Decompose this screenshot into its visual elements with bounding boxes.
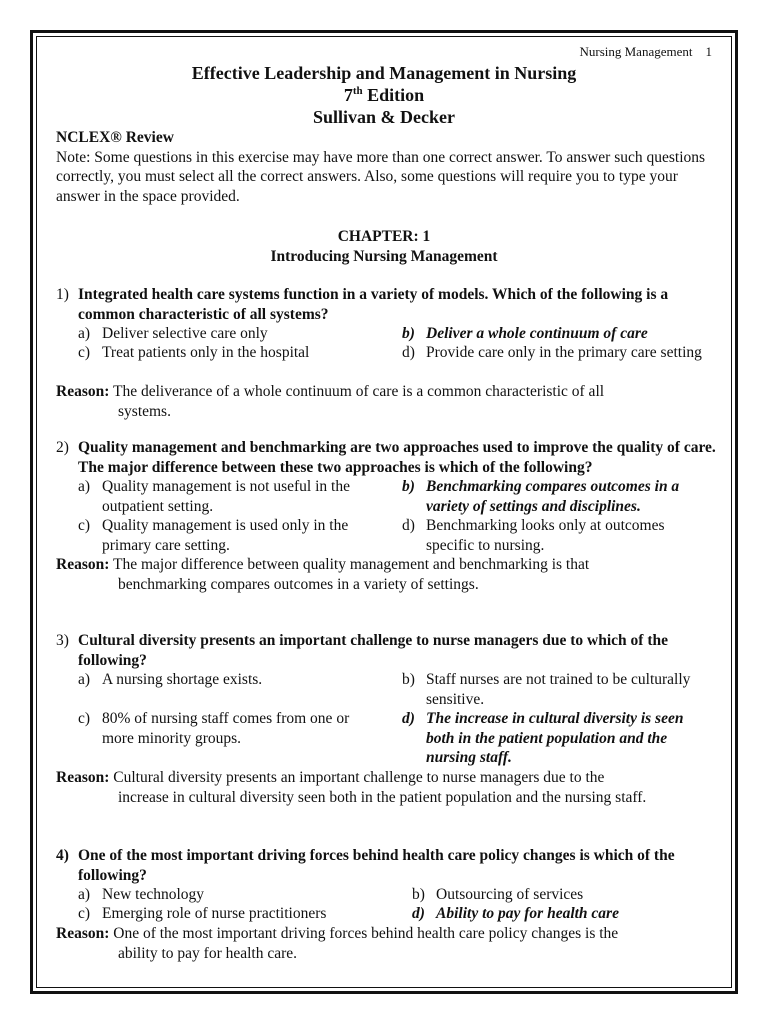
authors: Sullivan & Decker (313, 107, 455, 127)
reason (56, 555, 726, 594)
question-number: 1) (56, 286, 69, 303)
intro-section (56, 128, 716, 206)
reason-text-continued: ability to pay for health care. (118, 944, 298, 962)
question-text: Cultural diversity presents an important challenge to nurse managers due to which of the following? (78, 632, 668, 669)
reason-text-continued: systems. (118, 402, 171, 420)
nclex-label: NCLEX® Review (56, 129, 174, 146)
reason-label: Reason: (56, 769, 110, 786)
chapter-title: Introducing Nursing Management (270, 247, 498, 265)
reason-text: One of the most important driving forces behind health care policy changes is the (113, 925, 619, 942)
options (56, 477, 726, 555)
reason-text-continued: increase in cultural diversity seen both in the patient population and the nursing staff. (118, 788, 647, 806)
option-b-correct: b) Deliver a whole continuum of care (402, 325, 648, 342)
option-a: a) A nursing shortage exists. (78, 671, 263, 688)
option-b: b) Outsourcing of services (412, 886, 584, 903)
reason-text: The major difference between quality management and benchmarking is that (113, 556, 590, 573)
option-a: a) New technology (78, 886, 205, 903)
options (56, 324, 726, 382)
question-number: 4) (56, 847, 69, 864)
question-stem (56, 438, 726, 477)
reason-text: Cultural diversity presents an important challenge to nurse managers due to the (113, 769, 605, 786)
question-stem (56, 285, 726, 324)
edition-line (56, 84, 712, 106)
option-d: d) Benchmarking looks only at outcomes specific to nursing. (402, 517, 665, 554)
reason-label: Reason: (56, 556, 110, 573)
edition-suffix: th (352, 85, 363, 97)
question-text: One of the most important driving forces behind health care policy changes is which of the following? (78, 847, 675, 884)
title-block (56, 62, 712, 128)
question-stem (56, 846, 726, 885)
question-2 (56, 438, 726, 594)
reason-text: The deliverance of a whole continuum of care is a common characteristic of all (113, 383, 605, 400)
question-1 (56, 285, 726, 421)
edition-number: 7 (343, 85, 353, 105)
option-d: d) Provide care only in the primary care setting (402, 344, 702, 361)
chapter-label: CHAPTER: 1 (337, 228, 431, 245)
intro-note: Note: Some questions in this exercise may have more than one correct answer. To answer such questions correctly, you must select all the correct answers. Also, some questions will require you to type your answer in the space provided. (56, 148, 706, 205)
reason (56, 382, 726, 421)
option-c: c) Treat patients only in the hospital (78, 344, 310, 361)
option-b: b) Staff nurses are not trained to be culturally sensitive. (402, 671, 691, 708)
reason-text-continued: benchmarking compares outcomes in a variety of settings. (118, 575, 479, 593)
chapter-heading (56, 227, 712, 266)
option-d-correct: d) The increase in cultural diversity is seen both in the patient population and the nursing staff. (402, 710, 684, 766)
running-head: Nursing Management 1 (579, 44, 712, 59)
reason (56, 768, 726, 807)
options (56, 670, 726, 768)
option-b-correct: b) Benchmarking compares outcomes in a variety of settings and disciplines. (402, 478, 680, 515)
reason (56, 924, 726, 963)
question-3 (56, 631, 726, 807)
edition-word: Edition (362, 85, 425, 105)
document-title: Effective Leadership and Management in Nursing (191, 63, 577, 83)
option-c: c) Quality management is used only in the primary care setting. (78, 517, 349, 554)
reason-label: Reason: (56, 383, 110, 400)
question-4 (56, 846, 726, 963)
option-c: c) Emerging role of nurse practitioners (78, 905, 327, 922)
question-text: Integrated health care systems function in a variety of models. Which of the following is a common characteristic of all systems? (78, 286, 669, 323)
option-a: a) Deliver selective care only (78, 325, 268, 342)
option-c: c) 80% of nursing staff comes from one or more minority groups. (78, 710, 350, 747)
option-d-correct: d) Ability to pay for health care (412, 905, 619, 922)
question-text: Quality management and benchmarking are two approaches used to improve the quality of care. The major difference between these two approaches is which of the following? (78, 439, 716, 476)
options (56, 885, 726, 924)
question-number: 3) (56, 632, 69, 649)
option-a: a) Quality management is not useful in the outpatient setting. (78, 478, 350, 515)
question-number: 2) (56, 439, 69, 456)
reason-label: Reason: (56, 925, 110, 942)
question-stem (56, 631, 726, 670)
